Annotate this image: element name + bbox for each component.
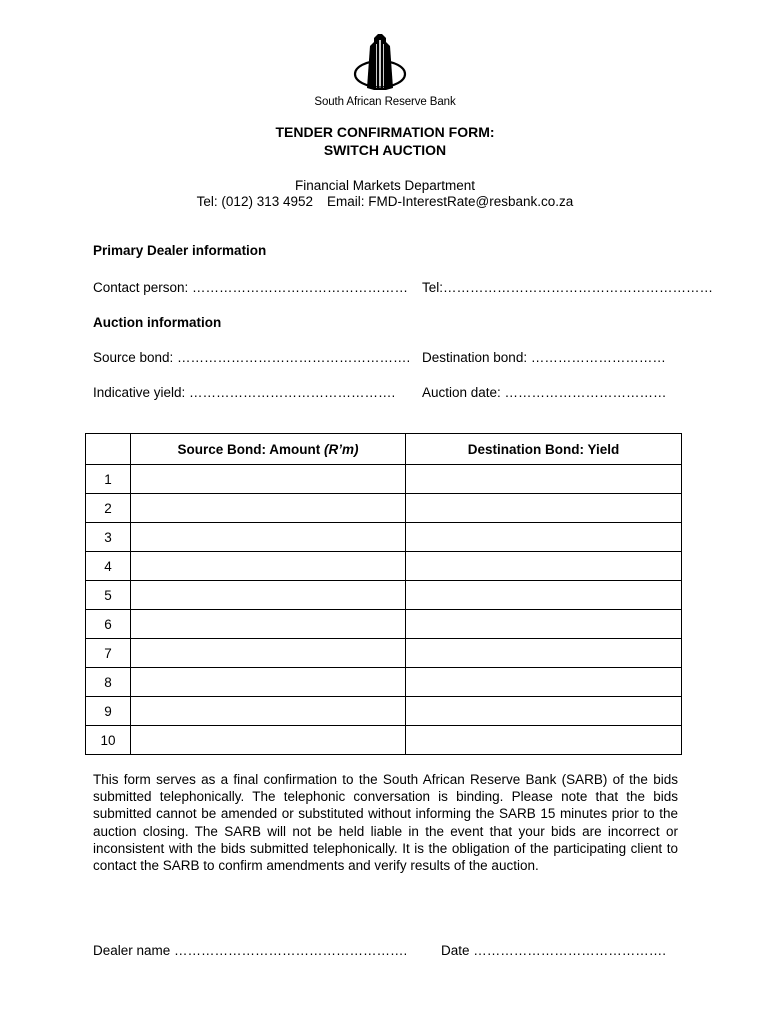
- table-header-row: [86, 434, 682, 465]
- table-row: [86, 494, 682, 523]
- confirmation-notice: This form serves as a final confirmation to the South African Reserve Bank (SARB) of the bids submitted telephonically. The telephonic conversation is binding. Please note that the bids submitted cannot be amended or substituted without informing the SARB 15 minutes prior to the auction closing. The SARB will not be held liable in the event that your bids are incorrect or inconsistent with the bids submitted telephonically. It is the obligation of the participating client to contact the SARB to confirm amendments and verify results of the auction.: [93, 772, 678, 874]
- row-number-header: [86, 434, 131, 465]
- destination-bond-field[interactable]: Destination bond: …………………………: [422, 350, 666, 365]
- row-number: 5: [86, 581, 131, 610]
- destination-yield-cell[interactable]: [406, 494, 682, 523]
- table-row: [86, 552, 682, 581]
- table-row: [86, 668, 682, 697]
- destination-yield-cell[interactable]: [406, 726, 682, 755]
- destination-yield-cell[interactable]: [406, 639, 682, 668]
- dealer-name-field[interactable]: Dealer name …………………………………………….: [93, 943, 408, 958]
- table-row: [86, 610, 682, 639]
- row-number: 4: [86, 552, 131, 581]
- table-row: [86, 697, 682, 726]
- row-number: 3: [86, 523, 131, 552]
- source-amount-header: Source Bond: Amount (R’m): [131, 434, 406, 465]
- table-row: [86, 465, 682, 494]
- source-amount-cell[interactable]: [131, 639, 406, 668]
- date-field[interactable]: Date …………………………………….: [441, 943, 667, 958]
- department-tel: Tel: (012) 313 4952: [196, 194, 314, 209]
- source-amount-cell[interactable]: [131, 610, 406, 639]
- destination-yield-cell[interactable]: [406, 668, 682, 697]
- destination-yield-cell[interactable]: [406, 697, 682, 726]
- source-amount-cell[interactable]: [131, 726, 406, 755]
- table-row: [86, 523, 682, 552]
- row-number: 6: [86, 610, 131, 639]
- table-row: [86, 639, 682, 668]
- destination-yield-cell[interactable]: [406, 465, 682, 494]
- table-row: [86, 726, 682, 755]
- table-row: [86, 581, 682, 610]
- destination-yield-cell[interactable]: [406, 610, 682, 639]
- amount-unit: (R’m): [324, 441, 359, 457]
- row-number: 9: [86, 697, 131, 726]
- department-email[interactable]: Email: FMD-InterestRate@resbank.co.za: [327, 194, 574, 209]
- source-amount-cell[interactable]: [131, 465, 406, 494]
- auction-info-heading: Auction information: [93, 315, 222, 330]
- source-amount-cell[interactable]: [131, 697, 406, 726]
- primary-dealer-heading: Primary Dealer information: [93, 243, 267, 258]
- source-bond-field[interactable]: Source bond: …………………………………………….: [93, 350, 411, 365]
- row-number: 10: [86, 726, 131, 755]
- contact-line: [0, 194, 770, 209]
- contact-person-field[interactable]: Contact person: …………………………………………: [93, 280, 409, 295]
- bank-name: South African Reserve Bank: [314, 96, 456, 108]
- source-amount-cell[interactable]: [131, 552, 406, 581]
- source-amount-cell[interactable]: [131, 581, 406, 610]
- destination-yield-cell[interactable]: [406, 581, 682, 610]
- department-name: Financial Markets Department: [294, 178, 476, 193]
- row-number: 7: [86, 639, 131, 668]
- form-subtitle: SWITCH AUCTION: [323, 142, 447, 158]
- destination-yield-cell[interactable]: [406, 552, 682, 581]
- destination-yield-header: Destination Bond: Yield: [406, 434, 682, 465]
- dealer-tel-field[interactable]: Tel:……………………………………………………: [422, 280, 714, 295]
- form-title: TENDER CONFIRMATION FORM:: [275, 124, 495, 140]
- source-amount-cell[interactable]: [131, 523, 406, 552]
- row-number: 8: [86, 668, 131, 697]
- destination-yield-cell[interactable]: [406, 523, 682, 552]
- row-number: 2: [86, 494, 131, 523]
- source-amount-cell[interactable]: [131, 494, 406, 523]
- indicative-yield-field[interactable]: Indicative yield: ……………………………………….: [93, 385, 396, 400]
- source-amount-cell[interactable]: [131, 668, 406, 697]
- bids-table: [85, 433, 682, 755]
- sarb-logo-icon: [350, 32, 410, 94]
- auction-date-field[interactable]: Auction date: ………………………………: [422, 385, 667, 400]
- row-number: 1: [86, 465, 131, 494]
